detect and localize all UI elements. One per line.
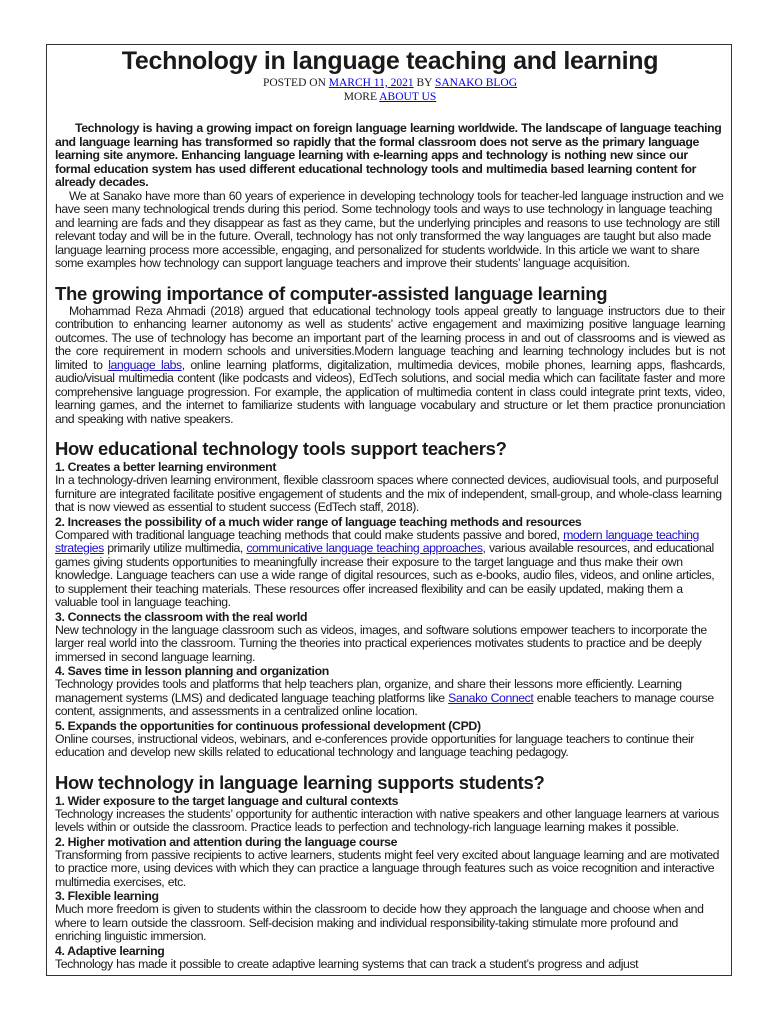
section1-paragraph [55,305,725,427]
item-title: 1. Creates a better learning environment [55,460,277,474]
item-title: 5. Expands the opportunities for continuous professional development (CPD) [55,718,481,733]
item-text: Technology increases the students’ opportunity for authentic interaction with native speakers and other language learners at various levels within or outside the classroom. Practice leads to perfection and technology-rich language learning makes it possible. [55,806,719,834]
item-title: 3. Flexible learning [55,889,159,903]
by-label: BY [416,77,433,89]
item-title: 4. Adaptive learning [55,943,165,958]
item-text: New technology in the language classroom such as videos, images, and software solutions empower teachers to incorporate the larger real world into the classroom. Turning the theories into practical experiences motivates students to practice and be deeply immersed in second language learning. [55,622,707,664]
item-title: 3. Connects the classroom with the real world [55,609,308,624]
section-heading: The growing importance of computer-assisted language learning [55,282,608,304]
sanako-connect-link[interactable]: Sanako Connect [448,690,534,705]
item-text [55,678,725,719]
date-link[interactable]: MARCH 11, 2021 [328,77,414,89]
item-text: Much more freedom is given to students within the classroom to decide how they approach the language and choose when and where to learn outside the classroom. Self-decision making and individual responsibility-taking stimulate more profound and enriching linguistic immersion. [55,902,704,943]
item-text [55,529,725,610]
item-title: 4. Saves time in lesson planning and organization [55,664,329,678]
language-labs-link[interactable]: language labs [108,357,182,372]
post-meta [55,76,725,90]
intro-paragraph: We at Sanako have more than 60 years of experience in developing technology tools for teacher-led language instruction and we have seen many technological trends during this period. Some technology tools and ways to use technology in language teaching and learning are fads and they disappear as fast as they came, but the underlying principles and reasons to use technology are still relevant today and will be in the future. Overall, technology has not only transformed the way languages are taught but also made language learning process more accessible, engaging, and personalized for students worldwide. In this article we want to share some examples how technology can support language teachers and improve their students’ language acquisition. [55,188,724,270]
section-heading: How educational technology tools support teachers? [55,438,507,459]
item-text: In a technology-driven learning environment, flexible classroom spaces where connected devices, audiovisual tools, and purposeful furniture are integrated facilitate positive engagement of students and the mix of independent, small-group, and whole-class learning that is now viewed as essential to student success (EdTech staff, 2018). [55,473,722,514]
item-text: Technology has made it possible to create adaptive learning systems that can track a student’s progress and adjust [55,956,639,971]
posted-on-label: POSTED ON [262,77,326,89]
document-page [46,44,732,976]
text: Compared with traditional language teaching methods that could make students passive and bored, [55,527,564,542]
item-text: Online courses, instructional videos, webinars, and e-conferences provide opportunities for language teachers to continue their education and develop new skills related to educational technology and language teaching pedagogy. [55,731,694,759]
section-heading: How technology in language learning supports students? [55,771,545,793]
item-title: 2. Increases the possibility of a much wider range of language teaching methods and resources [55,514,582,529]
item-text: Transforming from passive recipients to active learners, students might feel very excited about language learning and are motivated to practice more, using devices with which they can practice a language through features such as voice recognition and interactive multimedia exercises, etc. [55,847,720,889]
text: enable teachers to manage course content, assignments, and assessments in a centralized online location. [55,690,714,718]
item-title: 1. Wider exposure to the target language and cultural contexts [55,793,399,808]
more-line [55,90,725,104]
text: primarily utilize multimedia, [103,541,247,555]
intro-bold-paragraph: Technology is having a growing impact on foreign language learning worldwide. The landscape of language teaching and language learning has transformed so rapidly that the formal classroom does not serve as the primary language learning site anymore. Enhancing language learning with e-learning apps and technology is nothing new since our formal education system has used different educational technology tools and multimedia based learning content for already decades. [55,121,722,189]
text: , online learning platforms, digitalization, multimedia devices, mobile phones, learning apps, flashcards, audio/visual multimedia content (like podcasts and videos), EdTech solutions, and social media which can facilitate faster and more comprehensive language progression. For example, the application of multimedia content in class could integrate print texts, video, learning games, and the internet to familiarize students with language vocabulary and structure or let them practice pronunciation and speaking with native speakers. [55,357,725,426]
author-link[interactable]: SANAKO BLOG [434,77,518,89]
page-title: Technology in language teaching and learning [121,47,659,75]
about-link[interactable]: ABOUT US [379,91,437,103]
text: Technology provides tools and platforms that help teachers plan, organize, and share their lessons more efficiently. Learning management systems (LMS) and dedicated language teaching platforms like [55,677,682,705]
item-title: 2. Higher motivation and attention during the language course [55,834,398,849]
more-label: MORE [343,91,377,103]
communicative-approaches-link[interactable]: communicative language teaching approaches [246,541,483,555]
modern-strategies-link[interactable]: modern language teaching strategies [55,527,699,555]
text: , various available resources, and educational games giving students opportunities to meaningfully increase their exposure to the target language and thus make their own knowledge. Language teachers can use a wide range of digital resources, such as e-books, audio files, videos, and online articles, to supplement their teaching materials. These resources offer increased flexibility and can be easily updated, making them a valuable tool in language teaching. [55,541,715,609]
text: Mohammad Reza Ahmadi (2018) argued that educational technology tools appeal greatly to language instructors due to their contribution to enhancing learner autonomy as well as students’ active engagement and maximizing positive language learning outcomes. The use of technology has become an important part of the learning process in and out of classrooms and is viewed as the core requirement in modern schools and universities.Modern language teaching and learning technology includes but is not limited to [55,303,725,372]
